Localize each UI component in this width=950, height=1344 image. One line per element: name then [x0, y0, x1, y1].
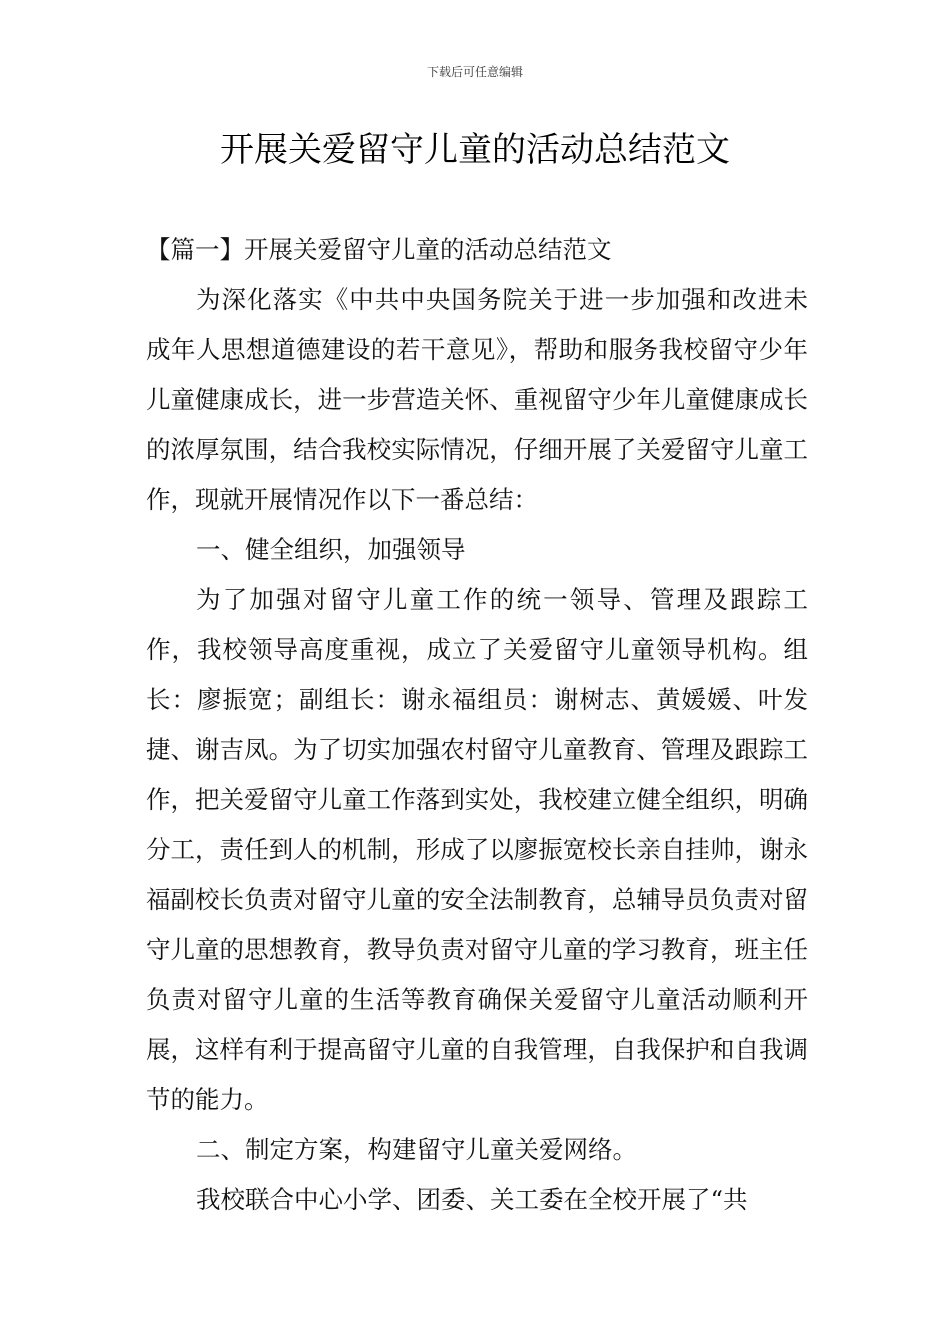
- subheading-plan: 二、制定方案，构建留守儿童关爱网络。: [196, 1135, 637, 1164]
- plan-paragraph: 我校联合中心小学、团委、关工委在全校开展了“共: [196, 1185, 748, 1214]
- intro-paragraph: 为深化落实《中共中央国务院关于进一步加强和改进未成年人思想道德建设的若干意见》，帮助和服务我校留守少年儿童健康成长，进一步营造关怀、重视留守少年儿童健康成长的浓厚氛围，结合我校实际情况，仔细开展了关爱留守儿童工作，现就开展情况作以下一番总结：: [146, 285, 808, 514]
- document-body: [146, 225, 808, 1225]
- page-header-note: 下载后可任意编辑: [426, 65, 523, 79]
- section-heading: 【篇一】开展关爱留守儿童的活动总结范文: [146, 235, 612, 264]
- document-title: 开展关爱留守儿童的活动总结范文: [220, 130, 730, 170]
- subheading-organization: 一、健全组织，加强领导: [196, 535, 466, 564]
- organization-paragraph: 为了加强对留守儿童工作的统一领导、管理及跟踪工作，我校领导高度重视，成立了关爱留守儿童领导机构。组长：廖振宽；副组长：谢永福组员：谢树志、黄媛媛、叶发捷、谢吉凤。为了切实加强农村留守儿童教育、管理及跟踪工作，把关爱留守儿童工作落到实处，我校建立健全组织，明确分工，责任到人的机制，形成了以廖振宽校长亲自挂帅，谢永福副校长负责对留守儿童的安全法制教育，总辅导员负责对留守儿童的思想教育，教导负责对留守儿童的学习教育，班主任负责对留守儿童的生活等教育确保关爱留守儿童活动顺利开展，这样有利于提高留守儿童的自我管理，自我保护和自我调节的能力。: [146, 585, 808, 1114]
